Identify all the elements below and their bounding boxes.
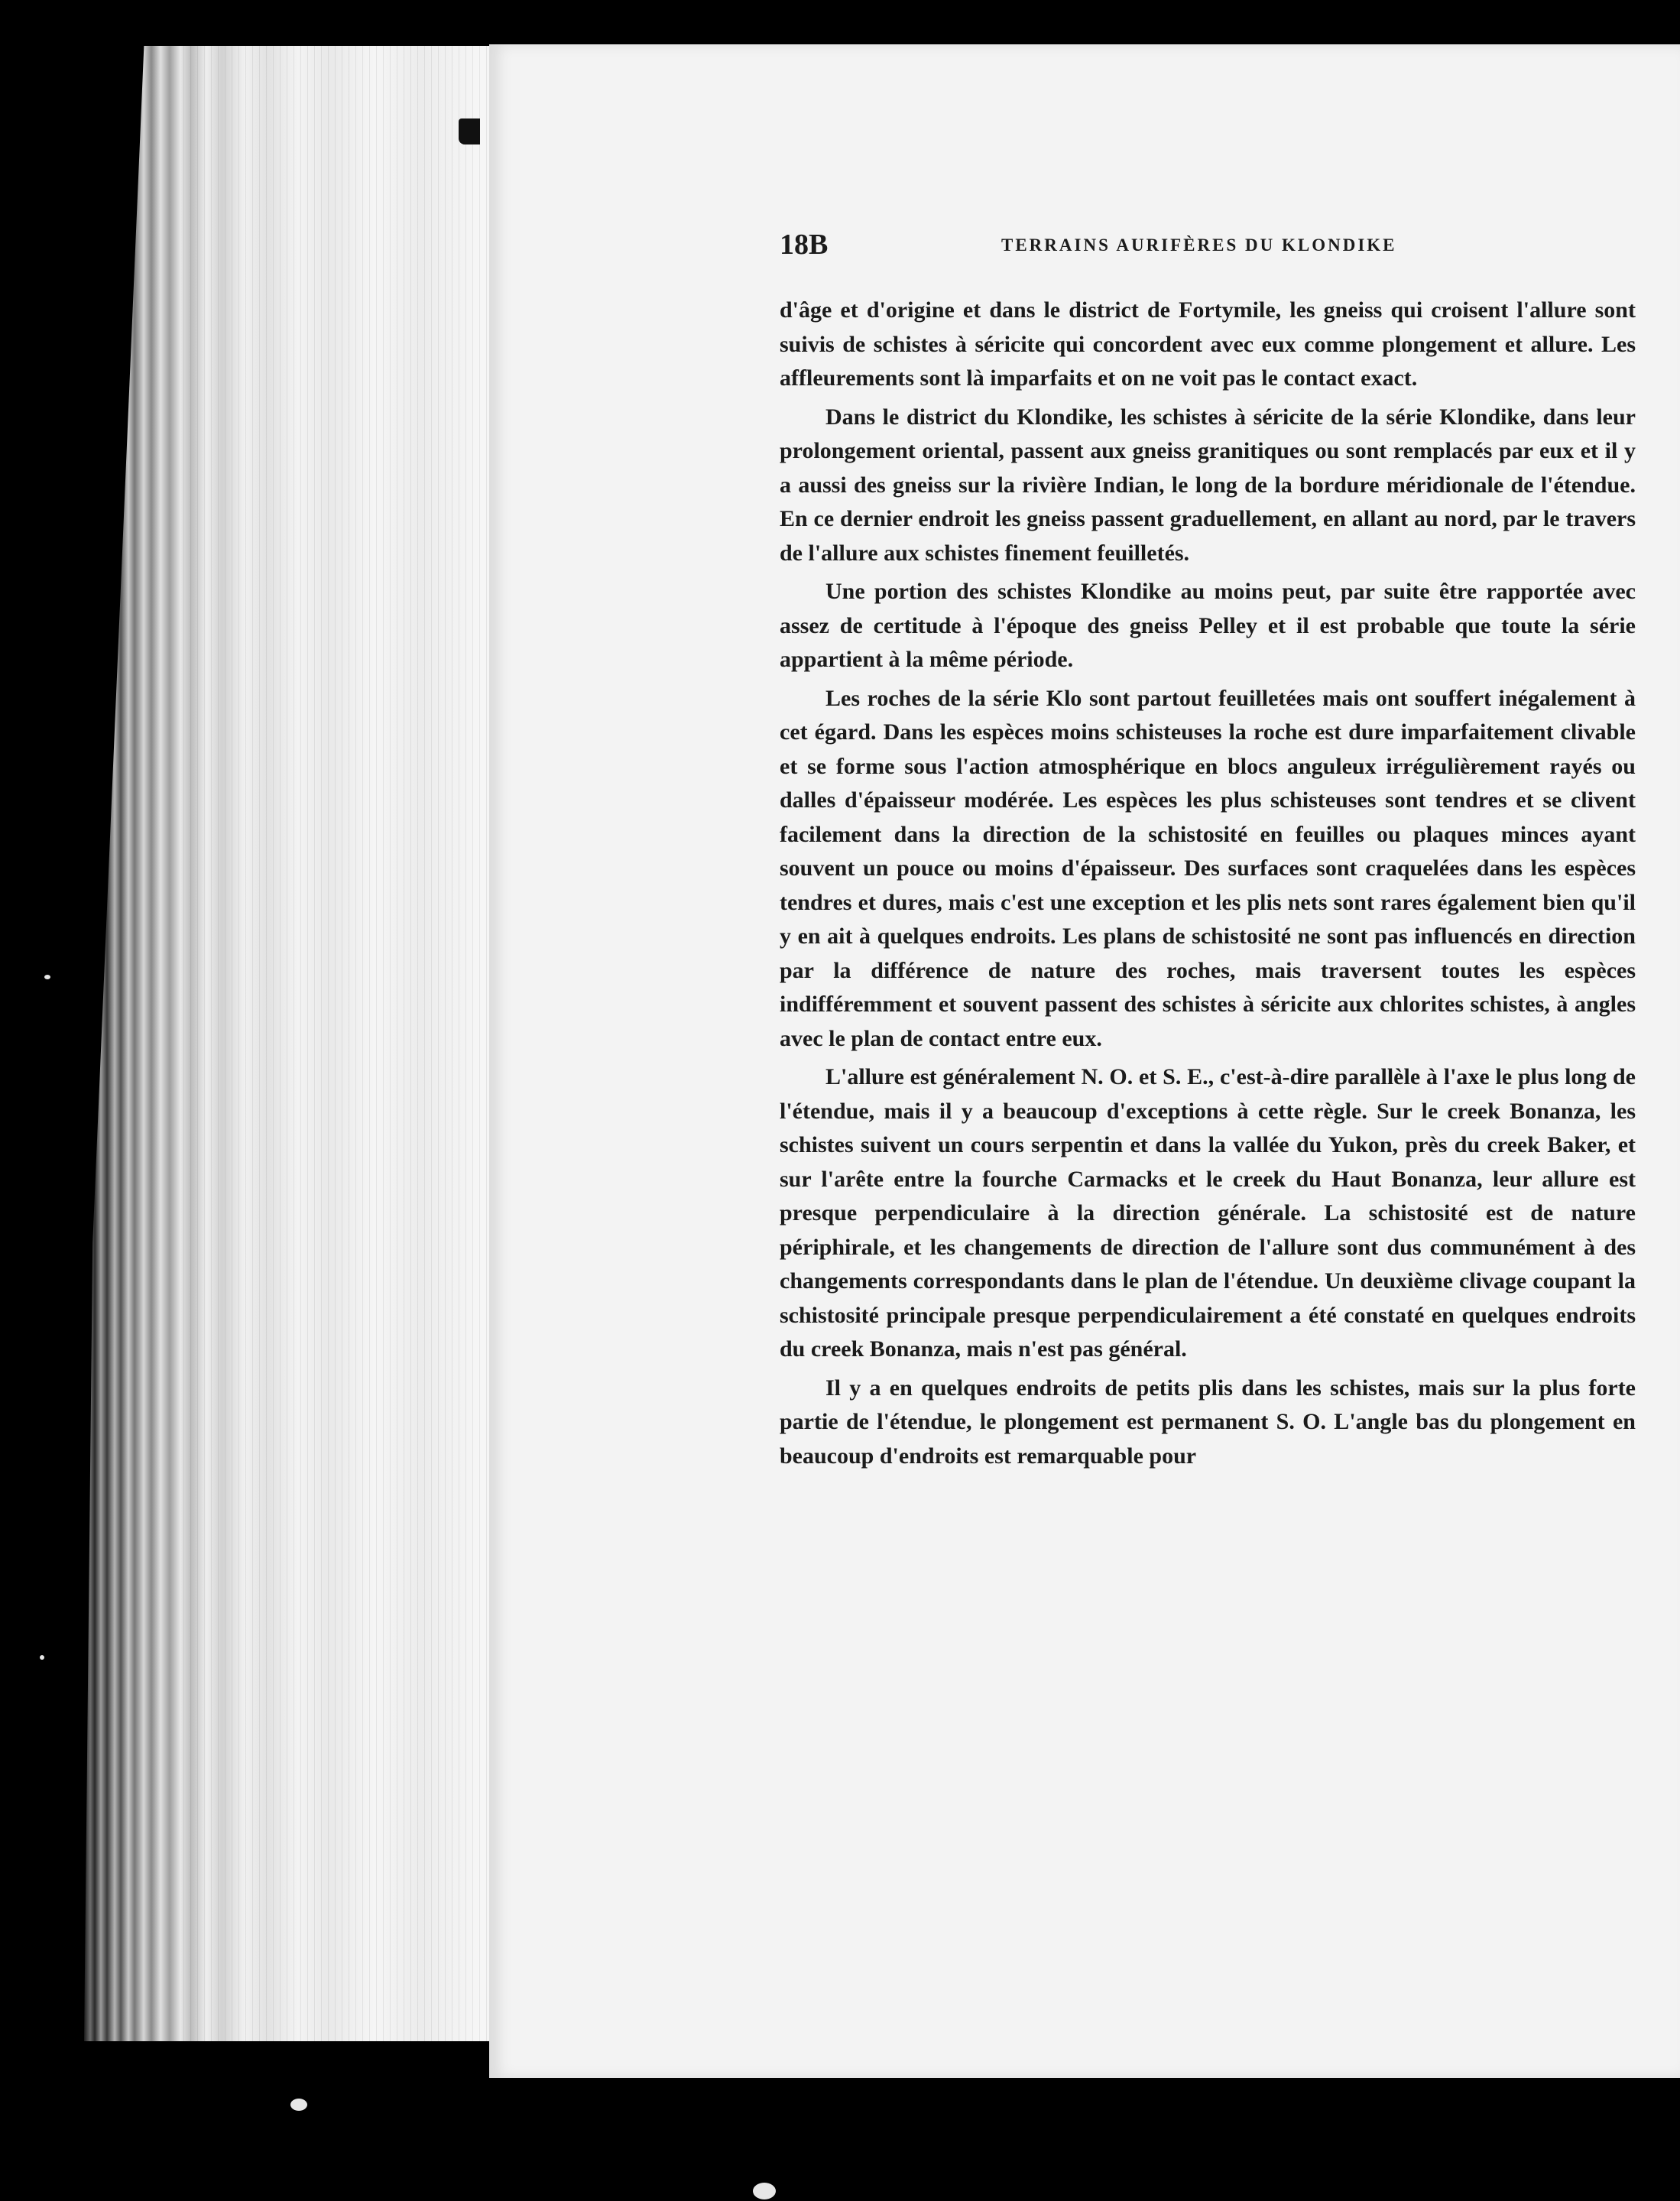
paragraph: Il y a en quelques endroits de petits plis dans les schistes, mais sur la plus forte partie de l'étendue, le plongement est permanent S. O. L'angle bas du plongement en beaucoup d'endroits est remarquable pour <box>780 1375 1636 1469</box>
dust-speck <box>44 975 50 979</box>
paragraph: L'allure est généralement N. O. et S. E., c'est-à-dire parallèle à l'axe le plus long de l'étendue, mais il y a beaucoup d'exceptions à cette règle. Sur le creek Bonanza, les schistes suivent un cours serpentin et dans la vallée du Yukon, près du creek Baker, et sur l'arête entre la fourche Carmacks et le creek du Haut Bonanza, leur allure est presque perpendiculaire à la direction générale. La schistosité est de nature périphirale, et les changements de direction de l'allure sont dus communément à des changements correspondants dans le plan de l'étendue. Un deuxième clivage coupant la schistosité principale presque perpendiculairement a été constaté en quelques endroits du creek Bonanza, mais n'est pas général. <box>780 1064 1636 1362</box>
paragraph: Une portion des schistes Klondike au moins peut, par suite être rapportée avec assez de certitude à l'époque des gneiss Pelley et il est probable que toute la série appartient à la même période. <box>780 579 1636 672</box>
dust-speck <box>753 2183 776 2199</box>
page-number: 18B <box>780 229 829 261</box>
page-content <box>780 228 1636 1478</box>
paragraph: Dans le district du Klondike, les schistes à séricite de la série Klondike, dans leur prolongement oriental, passent aux gneiss granitiques ou sont remplacés par eux et il y a aussi des gneiss sur la rivière Indian, le long de la bordure méridionale de l'étendue. En ce dernier endroit les gneiss passent graduellement, en allant au nord, par le travers de l'allure aux schistes finement feuilletés. <box>780 404 1636 566</box>
binding-clip <box>459 118 480 144</box>
book-page <box>489 44 1680 2078</box>
dust-speck <box>40 1655 44 1660</box>
dust-speck <box>290 2099 307 2111</box>
paragraph: Les roches de la série Klo sont partout feuilletées mais ont souffert inégalement à cet égard. Dans les espèces moins schisteuses la roche est dure imparfaitement clivable et se forme sous l'action atmosphérique en blocs anguleux irrégulièrement rayés ou dalles d'épaisseur modérée. Les espèces les plus schisteuses sont tendres et se clivent facilement dans la direction de la schistosité en feuilles ou plaques minces ayant souvent un pouce ou moins d'épaisseur. Des surfaces sont craquelées dans les espèces tendres et dures, mais c'est une exception et les plis nets sont rares également bien qu'il y en ait à quelques endroits. Les plans de schistosité ne sont pas influencés en direction par la différence de nature des roches, mais traversent toutes les espèces indifféremment et souvent passent des schistes à séricite aux chlorites schistes, à angles avec le plan de contact entre eux. <box>780 685 1636 1051</box>
page-header <box>780 228 1636 274</box>
running-head: TERRAINS AURIFÈRES DU KLONDIKE <box>1001 235 1397 255</box>
paragraph: d'âge et d'origine et dans le district de Fortymile, les gneiss qui croisent l'allure sont suivis de schistes à séricite qui concordent avec eux comme plongement et allure. Les affleurements sont là imparfaits et on ne voit pas le contact exact. <box>780 297 1636 391</box>
page-edge-lines <box>183 46 504 2041</box>
